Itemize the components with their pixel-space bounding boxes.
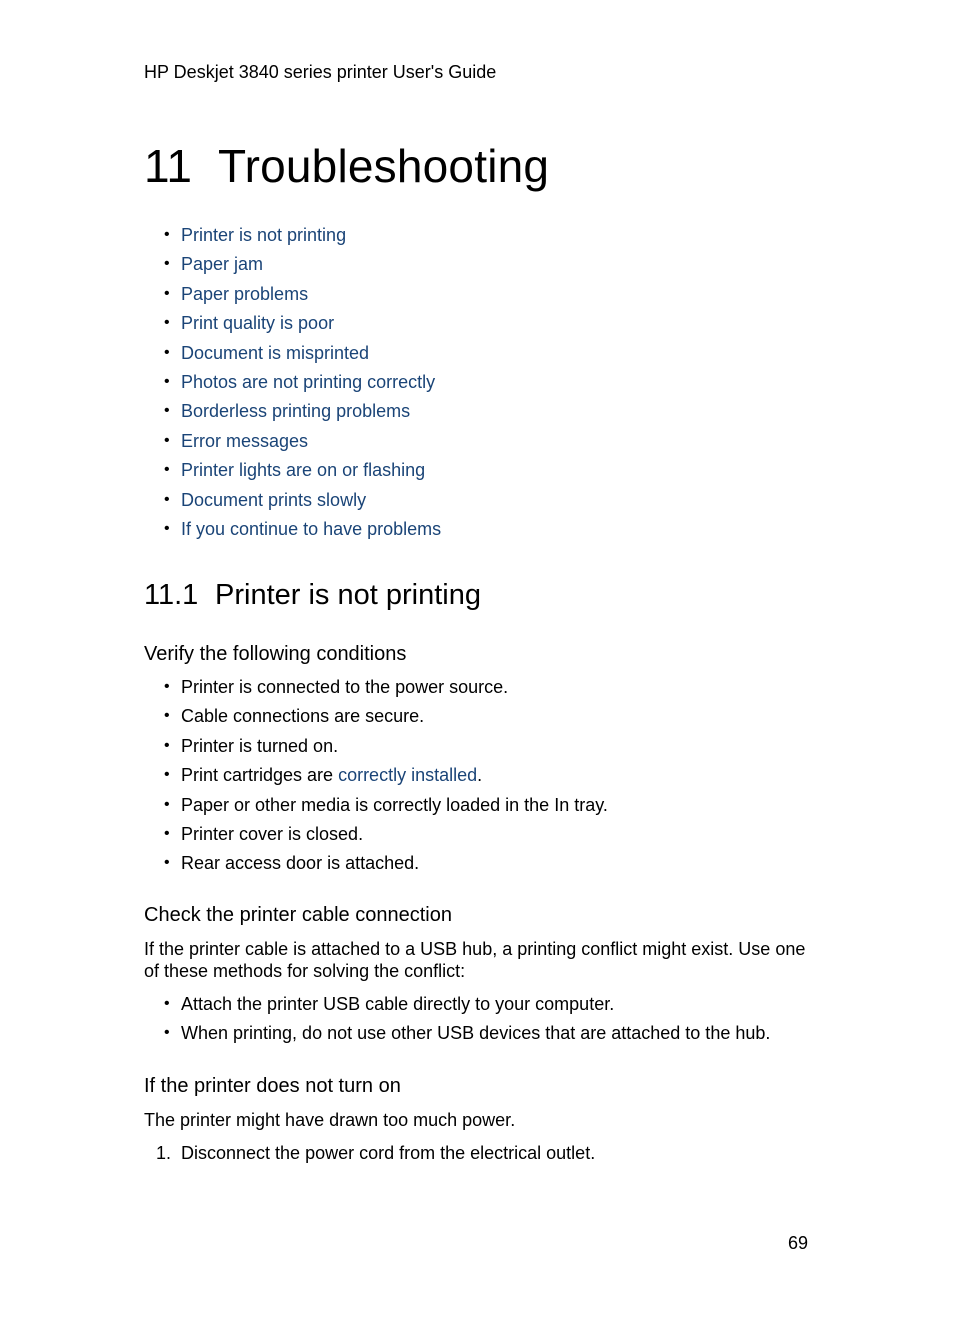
- list-item: • Printer is turned on.: [164, 735, 608, 764]
- chapter-title: [144, 138, 549, 194]
- toc-item: [164, 312, 441, 341]
- toc-link-print-quality[interactable]: Print quality is poor: [181, 313, 335, 334]
- list-item: • Printer cover is closed.: [164, 823, 608, 852]
- cable-list: [164, 993, 770, 1052]
- list-item: • Attach the printer USB cable directly to your computer.: [164, 993, 770, 1022]
- toc-link-paper-problems[interactable]: Paper problems: [181, 283, 309, 304]
- list-item: • Rear access door is attached.: [164, 852, 608, 881]
- verify-list: [164, 676, 608, 882]
- toc-item: [164, 342, 441, 371]
- section-title-text: Printer is not printing: [215, 579, 481, 611]
- power-steps: [156, 1142, 596, 1164]
- toc-link-document-misprinted[interactable]: Document is misprinted: [181, 342, 370, 363]
- toc-item: [164, 489, 441, 518]
- toc-item: [164, 430, 441, 459]
- running-header: HP Deskjet 3840 series printer User's Guide: [144, 62, 497, 82]
- section-title: [144, 577, 481, 613]
- toc-item: [164, 253, 441, 282]
- page-number: 69: [788, 1233, 809, 1253]
- section-number: 11.1: [144, 579, 199, 611]
- chapter-toc: [164, 224, 441, 547]
- toc-item: [164, 224, 441, 253]
- step-item: [156, 1142, 596, 1164]
- toc-item: [164, 371, 441, 400]
- cable-paragraph: If the printer cable is attached to a USB hub, a printing conflict might exist. Use one of these methods for solving the conflict:: [144, 939, 806, 981]
- toc-item: [164, 283, 441, 312]
- toc-link-borderless[interactable]: Borderless printing problems: [181, 401, 411, 422]
- toc-link-printer-not-printing[interactable]: Printer is not printing: [181, 225, 347, 245]
- verify-heading: Verify the following conditions: [144, 643, 407, 665]
- toc-link-photos[interactable]: Photos are not printing correctly: [181, 371, 436, 392]
- step-number: 1.: [156, 1143, 172, 1163]
- toc-link-prints-slowly[interactable]: Document prints slowly: [181, 489, 367, 510]
- chapter-number: 11: [144, 140, 193, 192]
- correctly-installed-link[interactable]: correctly installed: [338, 765, 478, 786]
- toc-link-printer-lights[interactable]: Printer lights are on or flashing: [181, 460, 426, 481]
- list-item-text: Print cartridges are: [181, 765, 339, 786]
- power-heading: If the printer does not turn on: [144, 1075, 401, 1097]
- toc-item: [164, 518, 441, 547]
- toc-item: [164, 400, 441, 429]
- list-item: • When printing, do not use other USB devices that are attached to the hub.: [164, 1022, 770, 1051]
- toc-link-error-messages[interactable]: Error messages: [181, 430, 309, 451]
- list-item: • Paper or other media is correctly loaded in the In tray.: [164, 794, 608, 823]
- list-item: [164, 764, 608, 793]
- list-item-suffix: .: [477, 765, 483, 786]
- toc-link-paper-jam[interactable]: Paper jam: [181, 254, 264, 275]
- toc-item: [164, 459, 441, 488]
- chapter-title-text: Troubleshooting: [218, 140, 550, 192]
- power-paragraph: The printer might have drawn too much power.: [144, 1110, 516, 1130]
- list-item: • Cable connections are secure.: [164, 705, 608, 734]
- cable-heading: Check the printer cable connection: [144, 904, 452, 926]
- toc-link-continue-problems[interactable]: If you continue to have problems: [181, 518, 442, 539]
- step-text: Disconnect the power cord from the electrical outlet.: [181, 1143, 596, 1163]
- list-item: • Printer is connected to the power source.: [164, 676, 608, 705]
